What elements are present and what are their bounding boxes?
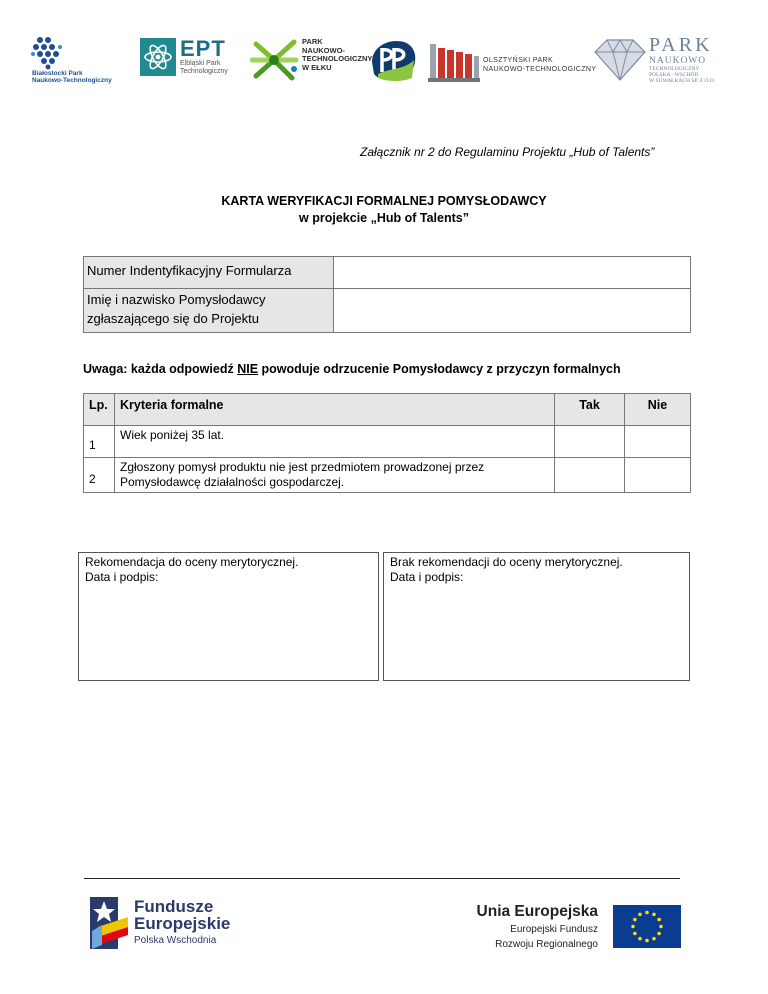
eu-star bbox=[657, 932, 661, 936]
eu-star bbox=[657, 918, 661, 922]
bialystok-dots-icon bbox=[30, 36, 66, 70]
eu-flag-icon bbox=[613, 905, 681, 948]
elk-logo-text-2: NAUKOWO- bbox=[302, 45, 345, 55]
pp-emblem-icon bbox=[368, 38, 420, 84]
info-row-form-number bbox=[84, 257, 691, 289]
applicant-name-label bbox=[84, 289, 334, 333]
elk-logo-text-3: TECHNOLOGICZNY bbox=[302, 54, 373, 63]
col-header-criteria: Kryteria formalne bbox=[115, 394, 555, 426]
no-recommendation-label: Brak rekomendacji do oceny merytorycznej. bbox=[390, 555, 623, 569]
ept-atom-icon bbox=[140, 38, 176, 76]
elk-park-logo bbox=[250, 30, 373, 88]
bialystok-park-logo bbox=[28, 30, 138, 88]
wschod-logo-line3-3: W SUWAŁKACH SP. Z O.O. bbox=[649, 78, 716, 84]
eu-star bbox=[659, 925, 663, 929]
warning-note bbox=[83, 362, 621, 376]
wschod-logo-line3-2: POLSKA - WSCHÓD bbox=[649, 72, 699, 78]
form-number-field[interactable] bbox=[334, 257, 691, 289]
applicant-name-field[interactable] bbox=[334, 289, 691, 333]
olsztyn-logo-text-1: OLSZTYŃSKI PARK bbox=[483, 57, 554, 64]
olsztyn-logo-text-2: NAUKOWO-TECHNOLOGICZNY bbox=[483, 66, 597, 73]
no-cell[interactable] bbox=[625, 458, 691, 493]
row-number: 2 bbox=[84, 458, 115, 493]
wschod-logo-name: PARK bbox=[649, 34, 713, 56]
eu-star bbox=[652, 913, 656, 917]
eu-title: Unia Europejska bbox=[476, 903, 598, 920]
no-cell[interactable] bbox=[625, 426, 691, 458]
ept-logo-name: EPT bbox=[180, 36, 226, 61]
bialystok-logo-text-2: Naukowo-Technologiczny bbox=[32, 77, 112, 84]
fe-star-icon bbox=[88, 895, 132, 951]
row-number: 1 bbox=[84, 426, 115, 458]
recommendation-label: Rekomendacja do oceny merytorycznej. bbox=[85, 555, 299, 569]
elk-logo-text-1: PARK bbox=[302, 37, 323, 46]
form-number-label: Numer Indentyfikacyjny Formularza bbox=[84, 257, 334, 289]
fe-logo-sub: Polska Wschodnia bbox=[134, 935, 217, 946]
col-header-no: Nie bbox=[625, 394, 691, 426]
table-row bbox=[84, 426, 691, 458]
park-polska-wschod-logo bbox=[593, 30, 733, 88]
fundusze-europejskie-logo bbox=[88, 895, 258, 955]
footer-divider bbox=[84, 878, 680, 879]
wschod-logo-line2: NAUKOWO bbox=[649, 56, 707, 66]
eu-star bbox=[633, 932, 637, 936]
title-line-1: KARTA WERYFIKACJI FORMALNEJ POMYSŁODAWCY bbox=[221, 194, 547, 208]
elk-logo-text-4: W EŁKU bbox=[302, 62, 332, 72]
diamond-icon bbox=[593, 38, 647, 82]
eu-star bbox=[645, 939, 649, 943]
col-header-yes: Tak bbox=[555, 394, 625, 426]
recommendation-signature-label: Data i podpis: bbox=[85, 570, 159, 584]
eu-star bbox=[645, 911, 649, 915]
title-line-2: w projekcie „Hub of Talents” bbox=[299, 211, 469, 225]
ept-logo bbox=[140, 30, 240, 88]
bialystok-logo-text-1: Białostocki Park bbox=[32, 70, 83, 77]
table-row bbox=[84, 458, 691, 493]
note-text-before: Uwaga: każda odpowiedź bbox=[83, 362, 238, 376]
yes-cell[interactable] bbox=[555, 458, 625, 493]
ept-logo-sub-2: Technologiczny bbox=[180, 68, 228, 75]
eu-star bbox=[638, 913, 642, 917]
criterion-text: Zgłoszony pomysł produktu nie jest przedmiotem prowadzonej przez Pomysłodawcę działalności gospodarczej. bbox=[115, 458, 555, 493]
col-header-lp: Lp. bbox=[84, 394, 115, 426]
fe-logo-text-2: Europejskie bbox=[134, 914, 231, 933]
yes-cell[interactable] bbox=[555, 426, 625, 458]
applicant-name-label-line-1: Imię i nazwisko Pomysłodawcy bbox=[87, 292, 266, 307]
olsztyn-building-icon bbox=[428, 40, 480, 84]
partner-logos bbox=[28, 30, 728, 88]
recommendation-box[interactable] bbox=[78, 552, 379, 681]
ept-logo-sub-1: Elbląski Park bbox=[180, 60, 221, 67]
wschod-logo-line3-1: TECHNOLOGICZNY bbox=[649, 66, 700, 72]
eu-sub-1: Europejski Fundusz bbox=[510, 924, 598, 935]
criteria-header-row bbox=[84, 394, 691, 426]
info-row-applicant-name bbox=[84, 289, 691, 333]
fe-logo-text-1: Fundusze bbox=[134, 897, 214, 916]
applicant-info-table bbox=[83, 256, 691, 333]
annex-note: Załącznik nr 2 do Regulaminu Projektu „Hub of Talents” bbox=[360, 145, 655, 159]
eu-star bbox=[633, 918, 637, 922]
note-emphasis: NIE bbox=[237, 362, 259, 376]
eu-star bbox=[638, 937, 642, 941]
criterion-text: Wiek poniżej 35 lat. bbox=[115, 426, 555, 458]
note-text-after: powoduje odrzucenie Pomysłodawcy z przyczyn formalnych bbox=[258, 362, 621, 376]
applicant-name-label-line-2: zgłaszającego się do Projektu bbox=[87, 311, 259, 326]
eu-star bbox=[631, 925, 635, 929]
eu-star bbox=[652, 937, 656, 941]
document-title bbox=[0, 193, 768, 227]
pp-logo bbox=[368, 30, 420, 88]
no-recommendation-signature-label: Data i podpis: bbox=[390, 570, 464, 584]
olsztyn-park-logo bbox=[428, 30, 598, 88]
formal-criteria-table bbox=[83, 393, 691, 493]
elk-flower-icon bbox=[250, 36, 300, 84]
eu-sub-2: Rozwoju Regionalnego bbox=[495, 939, 598, 950]
no-recommendation-box[interactable] bbox=[383, 552, 690, 681]
eu-label bbox=[476, 903, 598, 951]
